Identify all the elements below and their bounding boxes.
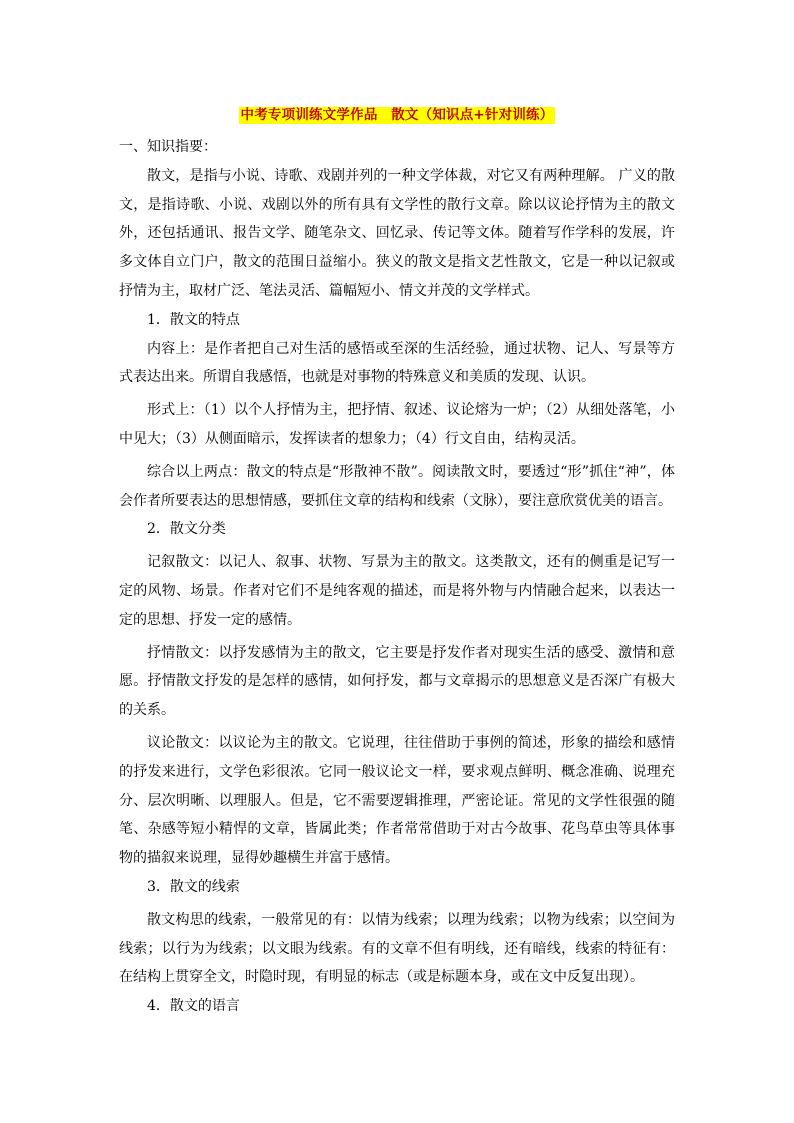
section-heading-features: 1．散文的特点 xyxy=(147,311,240,328)
paragraph-clues: 散文构思的线索，一般常见的有：以情为线索；以理为线索；以物为线索；以空间为线索；以行为为线索；以文眼为线索。有的文章不但有明线，还有暗线，线索的特征有：在结构上贯穿全文，时隐时现，有明显的标志（或是标题本身，或在文中反复出现）。 xyxy=(119,911,675,986)
section-heading-types: 2．散文分类 xyxy=(147,521,226,538)
paragraph-narrative: 记叙散文：以记人、叙事、状物、写景为主的散文。这类散文，还有的侧重是记写一定的风物、场景。作者对它们不是纯客观的描述，而是将外物与内情融合起来，以表达一定的思想、抒发一定的感情。 xyxy=(119,554,675,628)
section-heading-language: 4．散文的语言 xyxy=(147,998,240,1015)
paragraph-content: 内容上：是作者把自己对生活的感悟或至深的生活经验，通过状物、记人、写景等方式表达出来。所谓自我感悟，也就是对事物的特殊意义和美质的发现、认识。 xyxy=(119,340,675,386)
intro-paragraph: 散文，是指与小说、诗歌、戏剧并列的一种文学体裁，对它又有两种理解。 广义的散文，是指诗歌、小说、戏剧以外的所有具有文学性的散行文章。除以议论抒情为主的散文外，还包括通讯、报告文学、随笔杂文、回忆录、传记等文体。随着写作学科的发展，许多文体自立门户，散文的范围日益缩小。狭义的散文是指文艺性散文，它是一种以记叙或抒情为主，取材广泛、笔法灵活、篇幅短小、情文并茂的文学样式。 xyxy=(119,167,675,299)
document-title: 中考专项训练文学作品 散文（知识点+针对训练） xyxy=(240,107,554,123)
paragraph-form: 形式上：（1）以个人抒情为主，把抒情、叙述、议论熔为一炉；（2）从细处落笔，小中见大；（3）从侧面暗示，发挥读者的想象力；（4）行文自由，结构灵活。 xyxy=(119,402,675,447)
paragraph-argumentative: 议论散文：以议论为主的散文。它说理，往往借助于事例的简述，形象的描绘和感情的抒发来进行，文学色彩很浓。它同一般议论文一样，要求观点鲜明、概念准确、说理充分、层次明晰、以理服人。但是，它不需要逻辑推理，严密论证。常见的文学性很强的随笔、杂感等短小精悍的文章，皆属此类；作者常常借助于对古今故事、花鸟草虫等具体事物的描叙来说理，显得妙趣横生并富于感情。 xyxy=(119,734,675,867)
title-block xyxy=(0,104,794,124)
document-body xyxy=(119,133,675,1021)
section-heading-clues: 3．散文的线索 xyxy=(147,878,240,895)
paragraph-summary: 综合以上两点：散文的特点是“形散神不散”。阅读散文时，要透过“形”抓住“神”，体会作者所要表达的思想情感，要抓住文章的结构和线索（文脉），要注意欣赏优美的语言。 xyxy=(119,463,675,509)
main-heading: 一、知识指要： xyxy=(119,139,217,155)
paragraph-lyric: 抒情散文：以抒发感情为主的散文，它主要是抒发作者对现实生活的感受、激情和意愿。抒情散文抒发的是怎样的感情，如何抒发，都与文章揭示的思想意义是否深广有极大的关系。 xyxy=(119,644,675,719)
